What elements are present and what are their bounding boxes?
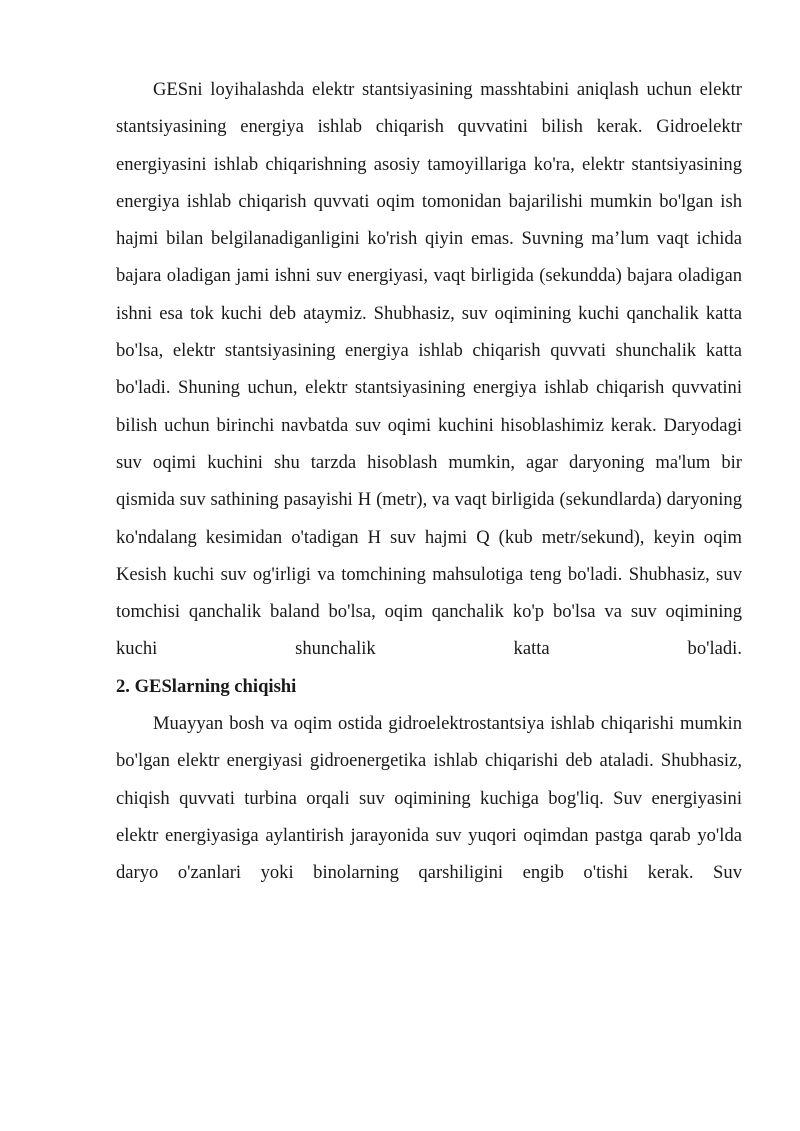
paragraph-power-calculation: GESni loyihalashda elektr stantsiyasining masshtabini aniqlash uchun elektr stantsiyasining energiya ishlab chiqarish quvvatini bilish kerak. Gidroelektr energiyasini ishlab chiqarishning asosiy tamoyillariga ko'ra, elektr stantsiyasining energiya ishlab chiqarish quvvati oqim tomonidan bajarilishi mumkin bo'lgan ish hajmi bilan belgilanadiganligini ko'rish qiyin emas. Suvning ma’lum vaqt ichida bajara oladigan jami ishni suv energiyasi, vaqt birligida (sekundda) bajara oladigan ishni esa tok kuchi deb ataymiz. Shubhasiz, suv oqimining kuchi qanchalik katta bo'lsa, elektr stantsiyasining energiya ishlab chiqarish quvvati shunchalik katta bo'ladi. Shuning uchun, elektr stantsiyasining energiya ishlab chiqarish quvvatini bilish uchun birinchi navbatda suv oqimi kuchini hisoblashimiz kerak. Daryodagi suv oqimi kuchini shu tarzda hisoblash mumkin, agar daryoning ma'lum bir qismida suv sathining pasayishi H (metr), va vaqt birligida (sekundlarda) daryoning ko'ndalang kesimidan o'tadigan H suv hajmi Q (kub metr/sekund), keyin oqim Kesish kuchi suv og'irligi va tomchining mahsulotiga teng bo'ladi. Shubhasiz, suv tomchisi qanchalik baland bo'lsa, oqim qanchalik ko'p bo'lsa va suv oqimining kuchi shunchalik katta bo'ladi. <box>116 79 742 660</box>
body-text <box>116 71 742 892</box>
section-heading: 2. GESlarning chiqishi <box>116 675 297 697</box>
paragraph-hydro-output: Muayyan bosh va oqim ostida gidroelektrostantsiya ishlab chiqarishi mumkin bo'lgan elektr energiyasi gidroenergetika ishlab chiqarishi deb ataladi. Shubhasiz, chiqish quvvati turbina orqali suv oqimining kuchiga bog'liq. Suv energiyasini elektr energiyasiga aylantirish jarayonida suv yuqori oqimdan pastga qarab yo'lda daryo o'zanlari yoki binolarning qarshiligini engib o'tishi kerak. Suv <box>116 713 742 884</box>
